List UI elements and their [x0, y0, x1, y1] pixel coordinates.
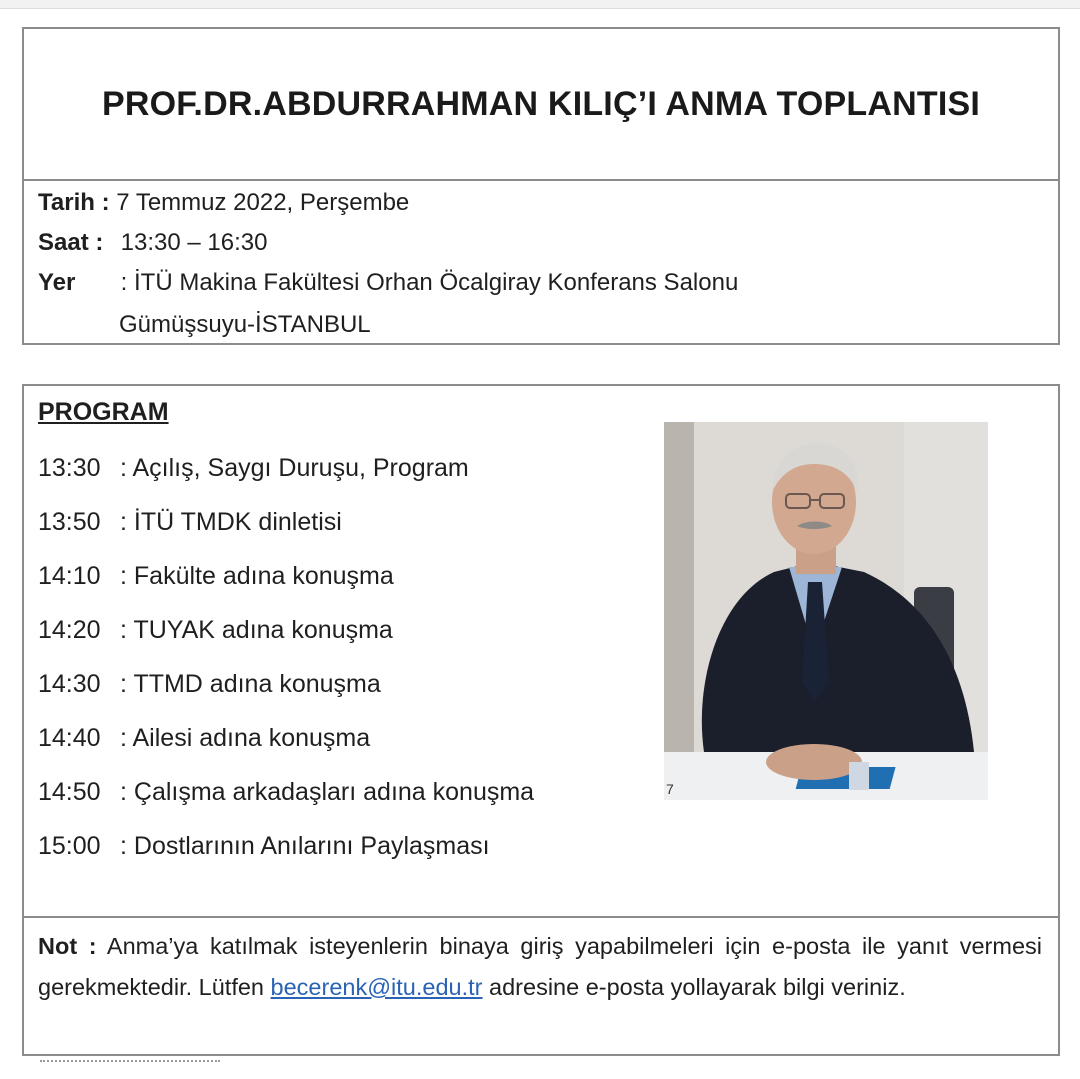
- note-text-before: Anma’ya katılmak isteyenlerin binaya giriş yapabilmeleri için e-posta ile yanıt vermesi gerekmektedir. Lütfen: [38, 933, 1043, 1000]
- date-row: [38, 189, 409, 217]
- date-label: Tarih :: [38, 189, 110, 216]
- program-item-time: 13:30: [38, 454, 101, 482]
- note-box: [22, 916, 1060, 1056]
- program-item-text: : TUYAK adına konuşma: [120, 616, 393, 644]
- program-item-time: 14:30: [38, 670, 101, 698]
- place-row: [38, 269, 738, 297]
- time-row: [38, 229, 267, 257]
- date-value: 7 Temmuz 2022, Perşembe: [116, 189, 410, 216]
- program-item-text: : İTÜ TMDK dinletisi: [120, 508, 342, 536]
- program-item-text: : TTMD adına konuşma: [120, 670, 381, 698]
- note-text-after: adresine e-posta yollayarak bilgi veriniz.: [489, 974, 906, 1000]
- svg-text:7: 7: [666, 781, 674, 797]
- program-item: [38, 508, 342, 537]
- program-box: [22, 384, 1060, 880]
- program-item-time: 14:40: [38, 724, 101, 752]
- program-item: [38, 562, 394, 591]
- header-divider: [24, 179, 1058, 181]
- place-label: Yer: [38, 269, 76, 296]
- program-item-time: 14:50: [38, 778, 101, 806]
- time-label: Saat :: [38, 229, 104, 256]
- program-item-time: 14:10: [38, 562, 101, 590]
- program-item: [38, 724, 370, 753]
- time-value: 13:30 – 16:30: [120, 229, 268, 256]
- program-item-text: : Dostlarının Anılarını Paylaşması: [120, 832, 490, 860]
- program-item-time: 14:20: [38, 616, 101, 644]
- program-item: [38, 778, 534, 807]
- program-item: [38, 832, 490, 861]
- program-title: PROGRAM: [38, 398, 169, 426]
- program-item: [38, 616, 393, 645]
- place-value-line-2: Gümüşsuyu-İSTANBUL: [119, 311, 371, 338]
- program-item: [38, 670, 381, 699]
- place-value: : İTÜ Makina Fakültesi Orhan Öcalgiray Konferans Salonu: [120, 269, 739, 296]
- top-border: [0, 0, 1080, 9]
- program-item-text: : Açılış, Saygı Duruşu, Program: [120, 454, 469, 482]
- program-item-time: 15:00: [38, 832, 101, 860]
- note-paragraph: [38, 926, 1042, 1008]
- program-item-time: 13:50: [38, 508, 101, 536]
- portrait-photo: [664, 422, 988, 800]
- program-item-text: : Çalışma arkadaşları adına konuşma: [120, 778, 535, 806]
- program-item-text: : Fakülte adına konuşma: [120, 562, 394, 590]
- note-label: Not :: [38, 933, 97, 959]
- spacer-row: [22, 878, 1060, 918]
- event-title: PROF.DR.ABDURRAHMAN KILIÇ’I ANMA TOPLANTISI: [101, 84, 981, 123]
- email-link[interactable]: becerenk@itu.edu.tr: [270, 974, 483, 1000]
- program-item: [38, 454, 469, 483]
- program-item-text: : Ailesi adına konuşma: [120, 724, 371, 752]
- bottom-residue-mark: [40, 1060, 220, 1066]
- event-header-box: [22, 27, 1060, 345]
